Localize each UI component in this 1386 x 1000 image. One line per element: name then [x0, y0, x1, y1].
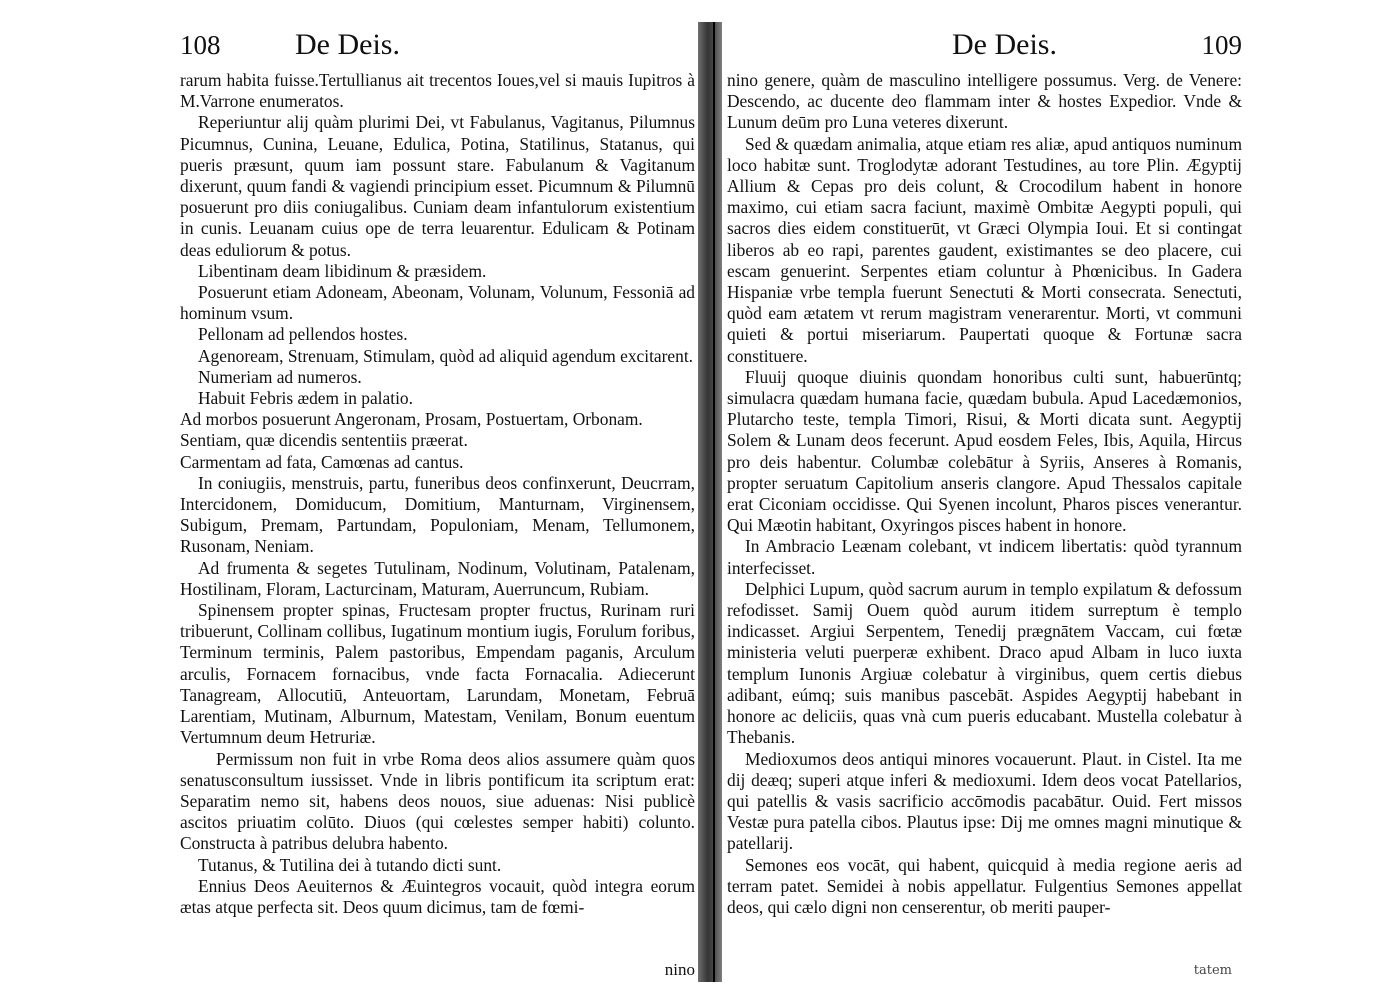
running-head: De Deis.: [952, 28, 1057, 61]
left-page-header: [180, 28, 695, 70]
paragraph: Reperiuntur alij quàm plurimi Dei, vt Fabulanus, Vagitanus, Pilumnus Picumnus, Cunina, Leuane, Edulica, Potina, Statilinus, Statanus, qui pueris præsunt, quum iam possunt stare. Fabulanum & Vagitanum dixerunt, quum fandi & vagiendi principium esset. Picumnum & Pilumnū posuerunt pro diis coniugalibus. Cuniam deam infantulorum existentium in cunis. Leuanam cuius ope de terra leuarentur. Edulicam & Potinam deas eduliorum & potus.: [180, 112, 695, 260]
paragraph: Delphici Lupum, quòd sacrum aurum in templo expilatum & defossum refodisset. Samij Ouem quòd aurum itidem surreptum è templo indicasset. Argiui Serpentem, Tenedij prægnātem Vaccam, cui fœtæ ministeria veluti puerperæ exhibent. Draco apud Albam in luco iuxta templum Iunonis Argiuæ colebatur à virginibus, quem certis diebus adibant, eúmq; suis manibus pascebāt. Aspides Aegyptij habebant in honore ac deliciis, quas vnà cum pueris educabant. Mustella colebatur à Thebanis.: [727, 578, 1242, 748]
right-page-body: [727, 70, 1242, 918]
paragraph: Ad frumenta & segetes Tutulinam, Nodinum, Volutinam, Patalenam, Hostilinam, Floram, Lacturcinam, Maturam, Auerruncum, Rubiam.: [180, 557, 695, 599]
paragraph: Fluuij quoque diuinis quondam honoribus culti sunt, habuerūntq; simulacra quædam humana facie, quædam bubula. Apud Lacedæmonios, Plutarcho teste, templa Timori, Risui, & Morti dicata sunt. Aegyptij Solem & Lunam deos fecerunt. Apud eosdem Feles, Ibis, Aquila, Hircus pro deis habentur. Columbæ colebātur à Syriis, Anseres à Romanis, propter seruatum Capitolium anseris clangore. Apud Thessalos capitale erat Ciconiam occidisse. Qui Syenen incolunt, Pharos pisces venerantur. Qui Mæotin habitant, Oxyringos pisces habent in honore.: [727, 366, 1242, 536]
paragraph: Ennius Deos Aeuiternos & Æuintegros vocauit, quòd integra eorum ætas atque perfecta sit. Deos quum dicimus, tam de fœmi-: [180, 875, 695, 917]
book-gutter: [698, 22, 722, 982]
paragraph: Pellonam ad pellendos hostes.: [198, 324, 408, 345]
page-number: 109: [1201, 30, 1242, 60]
paragraph: Libentinam deam libidinum & præsidem.: [198, 260, 487, 281]
paragraph: In coniugiis, menstruis, partu, funeribus deos confinxerunt, Deucrram, Intercidonem, Domiducum, Domitium, Manturnam, Virginensem, Subigum, Premam, Partundam, Populoniam, Menam, Tellumonem, Rusonam, Neniam.: [180, 472, 695, 557]
paragraph: Permissum non fuit in vrbe Roma deos alios assumere quàm quos senatusconsultum iussisset. Vnde in libris pontificum ita scriptum erat: Separatim nemo sit, habens deos nouos, siue aduenas: Nisi publicè ascitos priuatim colūto. Diuos (qui cœlestes semper habiti) colunto. Constructa à patribus delubra habento.: [180, 748, 695, 854]
left-page-body: [180, 70, 695, 918]
paragraph: Agenoream, Strenuam, Stimulam, quòd ad aliquid agendum excitarent.: [198, 345, 694, 366]
left-page: [180, 28, 695, 988]
paragraph: Medioxumos deos antiqui minores vocauerunt. Plaut. in Cistel. Ita me dij deæq; superi atque inferi & medioxumi. Idem deos vocat Patellarios, qui patellis & vasis sacrificio accōmodis pacabātur. Ouid. Fert missos Vestæ pura patella cibos. Plautus ipse: Dij me omnes magni minutique & patellarij.: [727, 748, 1242, 854]
paragraph: Ad morbos posuerunt Angeronam, Prosam, Postuertam, Orbonam.: [180, 409, 643, 430]
paragraph: Carmentam ad fata, Camœnas ad cantus.: [180, 451, 464, 472]
paragraph: Spinensem propter spinas, Fructesam propter fructus, Rurinam ruri tribuerunt, Collinam collibus, Iugatinum montium iugis, Forulum foribus, Terminum terminis, Palem pastoribus, Empendam paganis, Arculum arculis, Fornacem fornacibus, vnde facta Fornacalia. Adiecerunt Tanagream, Allocutiū, Anteuortam, Larundam, Monetam, Februā Larentiam, Mutinam, Alburnum, Matestam, Venilam, Bonum euentum Vertumnum deum Hetruriæ.: [180, 600, 695, 748]
paragraph: nino genere, quàm de masculino intelligere possumus. Verg. de Venere: Descendo, ac ducente deo flammam inter & hostes Expedior. Vnde & Lunum deūm pro Luna veteres dixerunt.: [727, 70, 1242, 133]
paragraph: Tutanus, & Tutilina dei à tutando dicti sunt.: [198, 854, 502, 875]
running-head: De Deis.: [295, 28, 400, 61]
right-page-header: [727, 28, 1242, 70]
paragraph: Posuerunt etiam Adoneam, Abeonam, Volunam, Volunum, Fessoniā ad hominum vsum.: [180, 282, 695, 324]
right-page: [727, 28, 1242, 988]
paragraph: rarum habita fuisse.Tertullianus ait trecentos Ioues,vel si mauis Iupitros à M.Varrone enumeratos.: [180, 70, 695, 112]
page-number: 108: [180, 30, 221, 60]
paragraph: Sed & quædam animalia, atque etiam res aliæ, apud antiquos numinum loco habitæ sunt. Troglodytæ adorant Testudines, au tore Plin. Ægyptij Allium & Cepas pro deis colunt, & Crocodilum habent in honore maximo, cui etiam sacra faciunt, maximè Ombitæ Aegypti populi, qui sacros dies eidem constituerūt, vt Græci Olympia Ioui. Et si contingat liberos ab eo rapi, parentes gaudent, existimantes se deo placere, cui escam genuerint. Serpentes etiam coluntur à Phœnicibus. In Gadera Hispaniæ vrbe templa fuerunt Senectuti & Morti consecrata. Senectuti, quòd eam ætatem vt rerum magistram venerarentur. Morti, vt communi quieti & portui miseriarum. Paupertati quoque & Fortunæ sacra constituere.: [727, 133, 1242, 366]
catchword: nino: [664, 960, 695, 979]
catchword: tatem: [1193, 963, 1232, 978]
paragraph: Sentiam, quæ dicendis sententiis præerat.: [180, 430, 468, 451]
paragraph: Semones eos vocāt, qui habent, quicquid à media regione aeris ad terram patet. Semidei à nobis appellatur. Fulgentius Semones appellat deos, qui cælo digni non censerentur, ob meriti pauper-: [727, 854, 1242, 917]
paragraph: In Ambracio Leænam colebant, vt indicem libertatis: quòd tyrannum interfecisset.: [727, 536, 1242, 578]
paragraph: Habuit Febris ædem in palatio.: [198, 388, 413, 409]
gutter-shadow: [713, 22, 715, 982]
paragraph: Numeriam ad numeros.: [198, 366, 362, 387]
